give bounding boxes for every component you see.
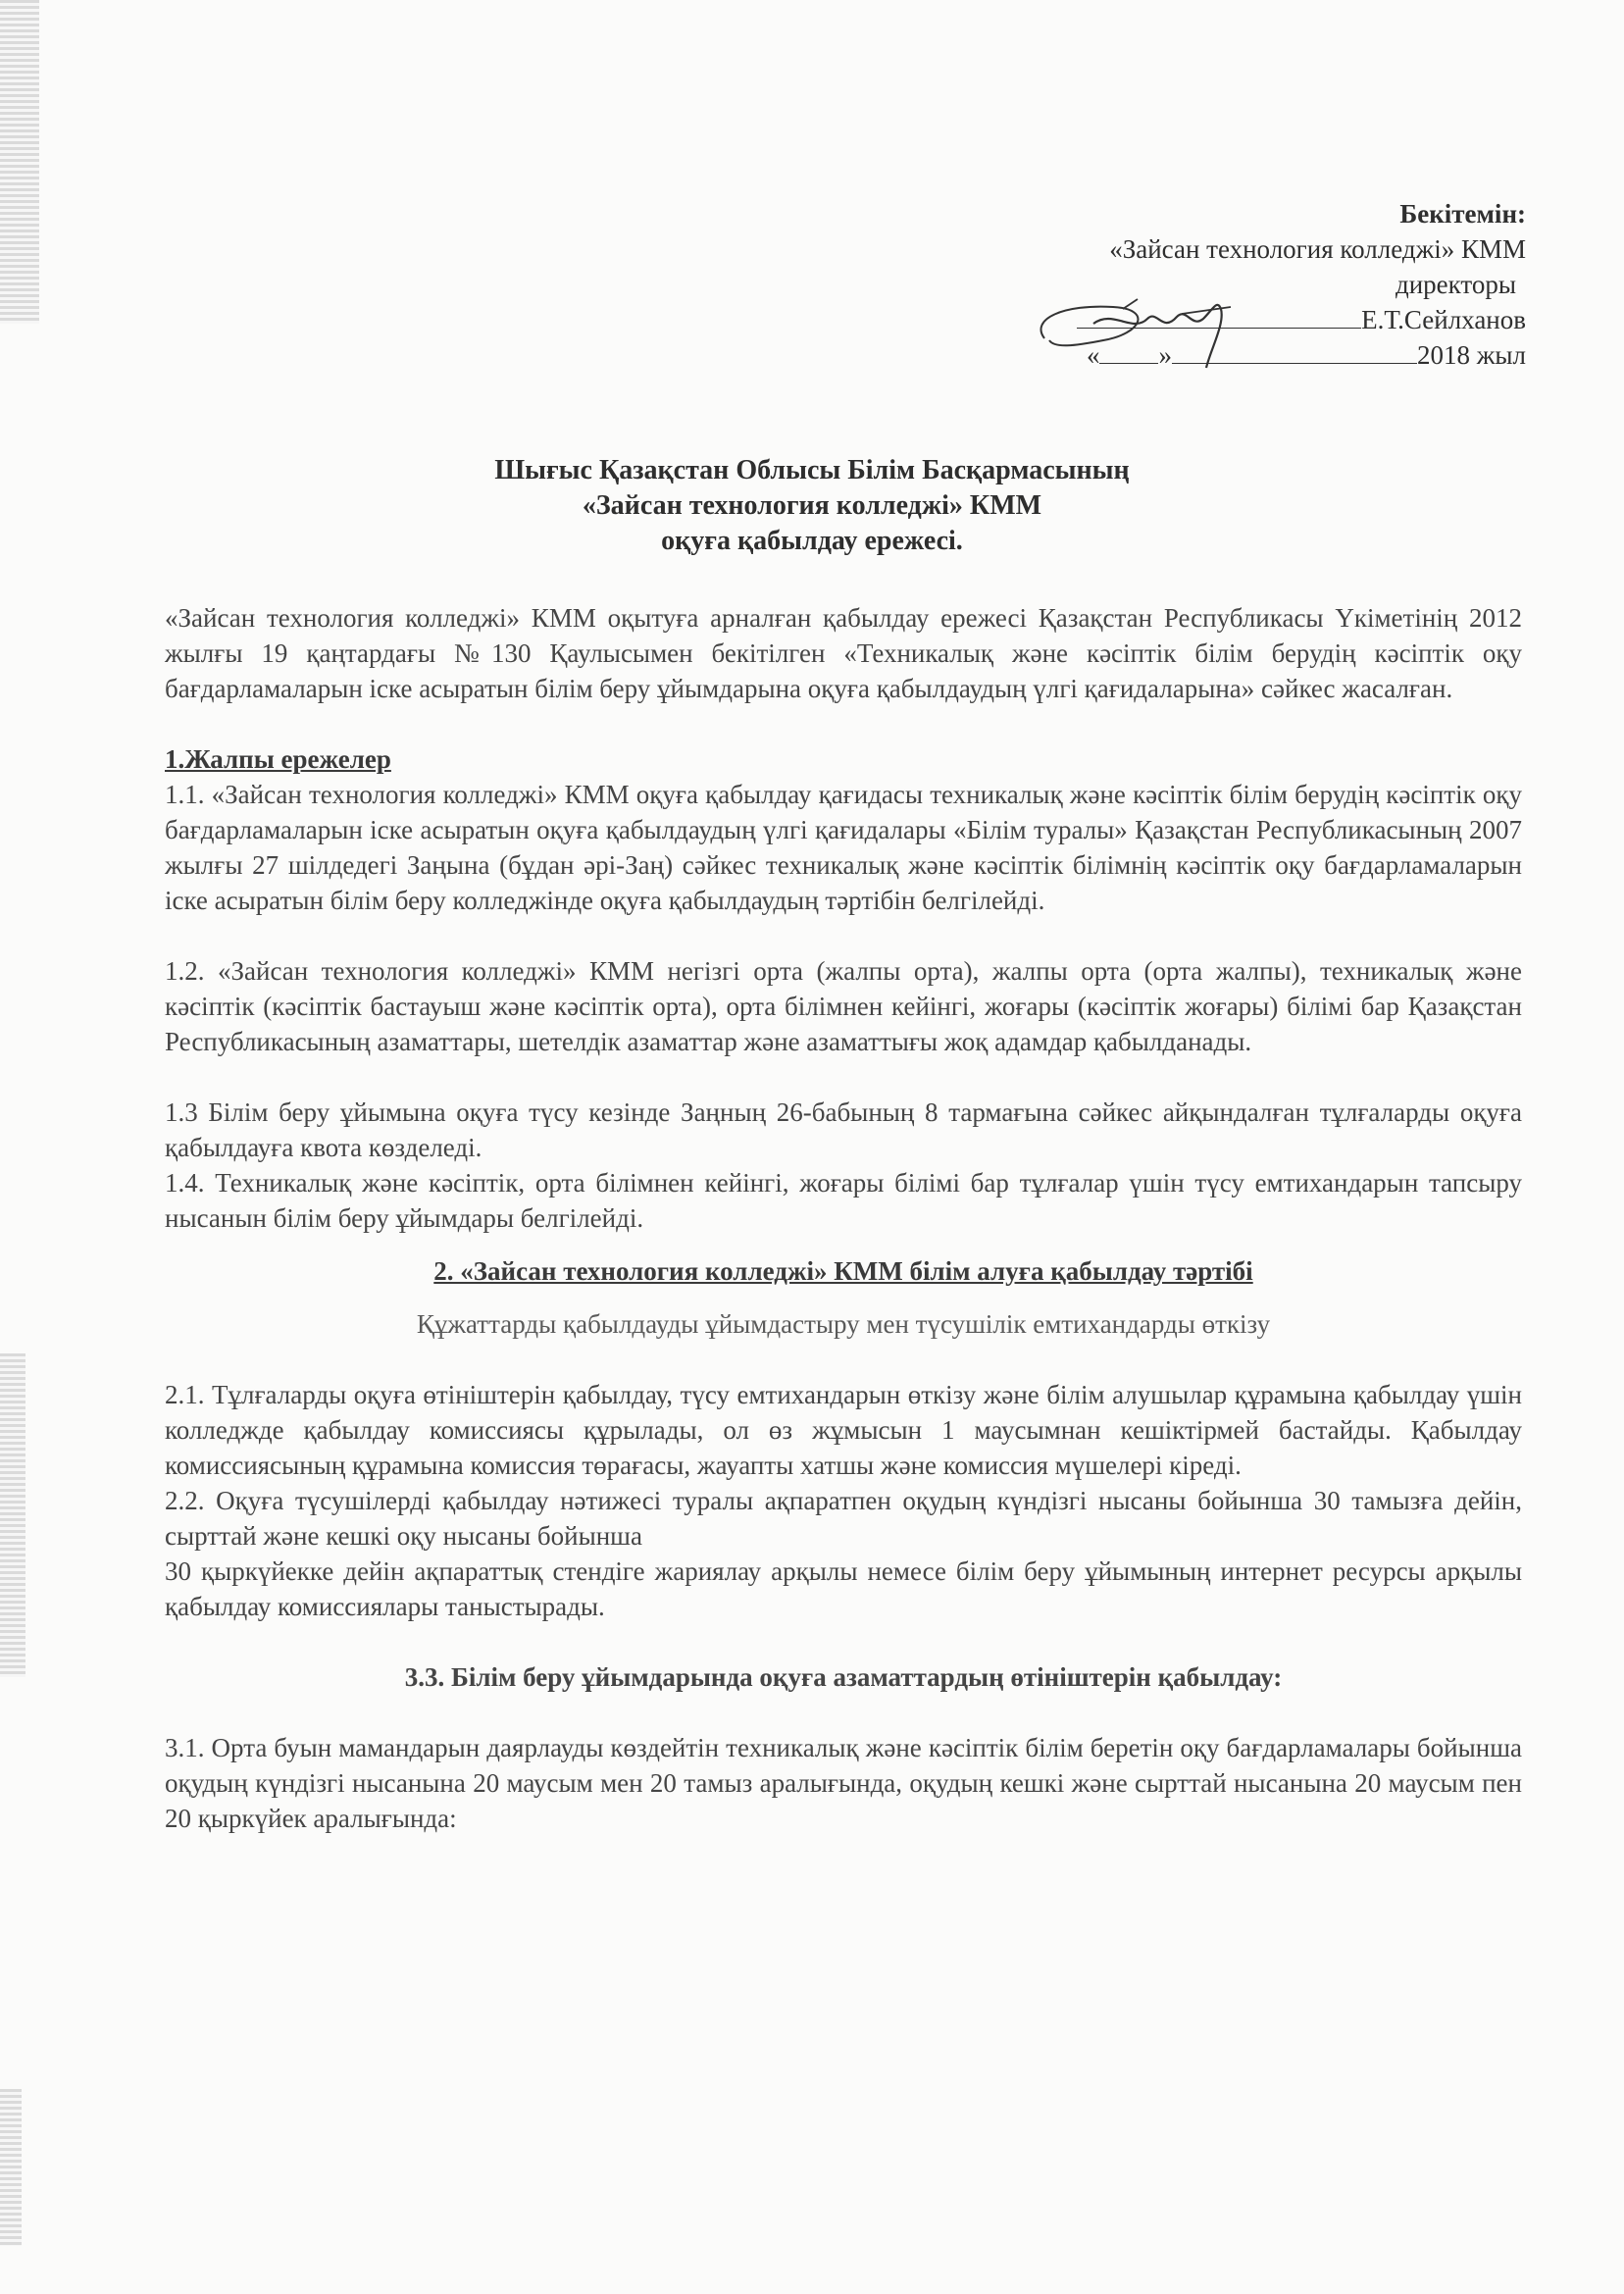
paragraph-3-1: 3.1. Орта буын мамандарын даярлауды көздейтін техникалық және кәсіптік білім беретін оқу бағдарламалары бойынша оқудың күндізгі нысанына 20 маусым мен 20 тамыз аралығында, оқудың кешкі және сырттай нысанына 20 маусым пен 20 қыркүйек аралығында: — [165, 1733, 1522, 1833]
handwritten-signature — [1025, 280, 1270, 378]
section-2-title: 2. «Зайсан технология колледжі» КММ білім алуға қабылдау тәртібі — [433, 1256, 1253, 1286]
paragraph-1-1: 1.1. «Зайсан технология колледжі» КММ оқуға қабылдау қағидасы техникалық және кәсіптік білім берудің кәсіптік оқу бағдарламаларын іске асыратын оқуға қабылдаудың үлгі қағидалары «Білім туралы» Қазақстан Республикасының 2007 жылғы 27 шілдедегі Заңына (бұдан әрі-Заң) сәйкес техникалық және кәсіптік білімнің кәсіптік оқу бағдарламаларын іске асыратын білім беру колледжінде оқуға қабылдаудың тәртібін белгілейді. — [165, 780, 1522, 915]
paragraph-1-4: 1.4. Техникалық және кәсіптік, орта білімнен кейінгі, жоғары білімі бар тұлғалар үшін түсу емтихандарын тапсыру нысанын білім беру ұйымдары белгілейді. — [165, 1168, 1522, 1233]
scan-edge-artifact — [0, 2089, 22, 2246]
approval-title: Бекітемін: — [1399, 199, 1526, 229]
section-2-subtitle: Құжаттарды қабылдауды ұйымдастыру мен түсушілік емтихандарды өткізу — [416, 1309, 1271, 1339]
paragraph-2-1: 2.1. Тұлғаларды оқуға өтініштерін қабылдау, түсу емтихандарын өткізу және білім алушылар құрамына қабылдау үшін колледжде қабылдау комиссиясы құрылады, ол өз жұмысын 1 маусымнан кешіктірмей бастайды. Қабылдау комиссиясының құрамына комиссия төрағасы, жауапты хатшы және комиссия мүшелері кіреді. — [165, 1380, 1522, 1480]
paragraph-2-2: 2.2. Оқуға түсушілерді қабылдау нәтижесі туралы ақпаратпен оқудың күндізгі нысаны бойынша 30 тамызға дейін, сырттай және кешкі оқу нысаны бойынша — [165, 1486, 1522, 1551]
document-title — [0, 453, 1624, 559]
paragraph-1-3: 1.3 Білім беру ұйымына оқуға түсу кезінде Заңның 26-бабының 8 тармағына сәйкес айқындалған тұлғаларды оқуға қабылдауға квота көзделеді. — [165, 1097, 1522, 1162]
paragraph-2-2-continued: 30 қыркүйекке дейін ақпараттық стендіге жариялау арқылы немесе білім беру ұйымының интернет ресурсы арқылы қабылдау комиссиялары таныстырады. — [165, 1556, 1522, 1621]
title-line-2: «Зайсан технология колледжі» КММ — [582, 490, 1042, 521]
document-body — [165, 600, 1522, 1836]
title-line-1: Шығыс Қазақстан Облысы Білім Басқармасының — [494, 455, 1130, 485]
title-line-3: оқуға қабылдау ережесі. — [661, 526, 963, 556]
scan-edge-artifact — [0, 0, 39, 324]
paragraph-1-2: 1.2. «Зайсан технология колледжі» КММ негізгі орта (жалпы орта), жалпы орта (орта жалпы), техникалық және кәсіптік (кәсіптік бастауыш және кәсіптік орта), орта білімнен кейінгі, жоғары (кәсіптік жоғары) білімі бар Қазақстан Республикасының азаматтары, шетелдік азаматтар және азаматтығы жоқ адамдар қабылданады. — [165, 956, 1522, 1056]
approval-name: Е.Т.Сейлханов — [1361, 305, 1526, 334]
date-close-quote: » — [1158, 340, 1172, 370]
approval-position: директоры — [1395, 270, 1516, 299]
approval-org: «Зайсан технология колледжі» КММ — [1109, 234, 1526, 264]
scan-edge-artifact — [0, 1353, 25, 1677]
approval-year: 2018 жыл — [1416, 340, 1526, 370]
section-3-title: 3.3. Білім беру ұйымдарында оқуға азаматтардың өтініштерін қабылдау: — [404, 1662, 1283, 1692]
section-1-title: 1.Жалпы ережелер — [165, 744, 391, 774]
date-open-quote: « — [1086, 340, 1100, 370]
intro-paragraph: «Зайсан технология колледжі» КММ оқытуға арналған қабылдау ережесі Қазақстан Республикасы Үкіметінің 2012 жылғы 19 қаңтардағы №130 Қаулысымен бекітілген «Техникалық және кәсіптік білім берудің кәсіптік оқу бағдарламаларын іске асыратын білім беру ұйымдарына оқуға қабылдаудың үлгі қағидаларына» сәйкес жасалған. — [165, 603, 1522, 703]
